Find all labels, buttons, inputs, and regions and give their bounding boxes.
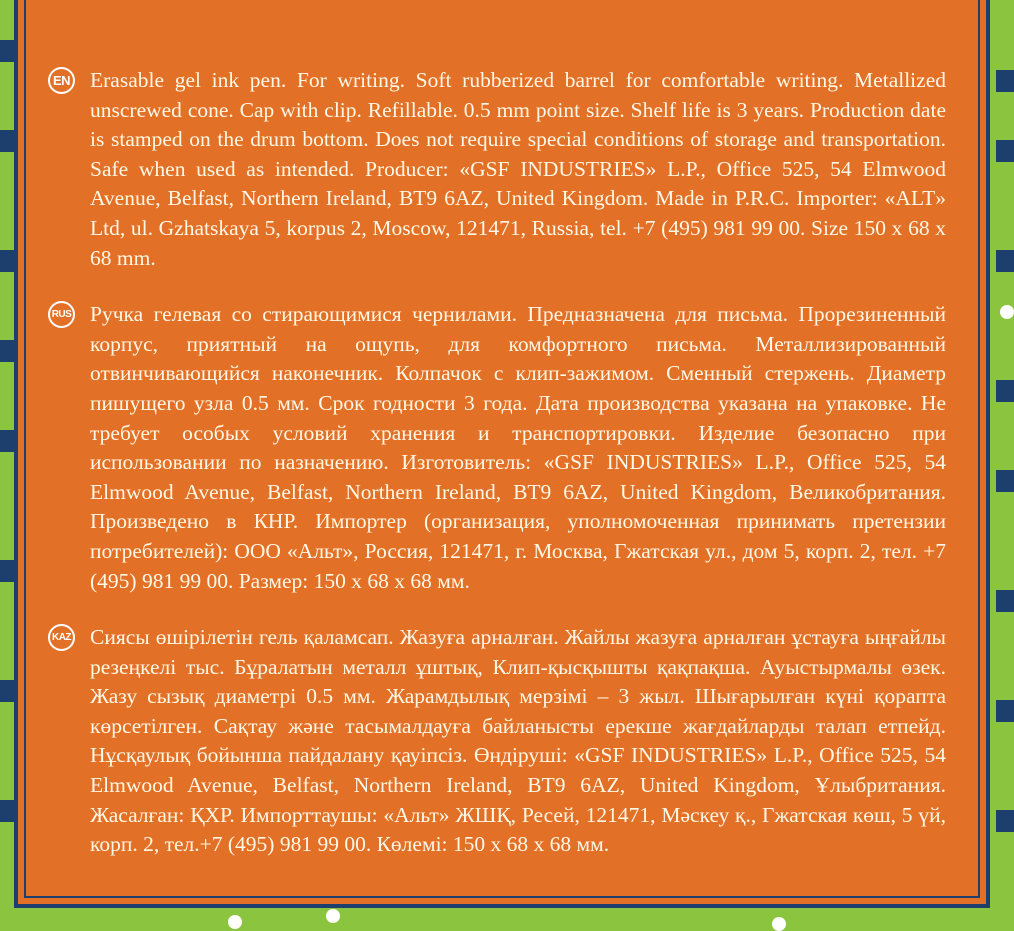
section-text-kaz: Сиясы өшірілетін гель қаламсап. Жазуға арналған. Жайлы жазуға арналған ұстауға ыңғайлы резеңкелі тыс. Бұралатын металл ұштық, Клип-қысқышты қақпақша. Ауыстырмалы өзек. Жазу сызық диаметрі 0.5 мм. Жарамдылық мерзімі – 3 жыл. Шығарылған күні қорапта көрсетілген. Сақтау және тасымалдауға байланысты ерекше жағдайларды талап етпейд. Нұсқаулық бойынша пайдалану қауіпсіз. Өндіруші: «GSF INDUSTRIES» L.P., Office 525, 54 Elmwood Avenue, Belfast, Northern Ireland, BT9 6AZ, United Kingdom, Ұлыбритания. Жасалған: ҚХР. Импорттаушы: «Альт» ЖШҚ, Ресей, 121471, Мәскеу қ., Гжатская көш, 5 үй, корп. 2, тел.+7 (495) 981 99 00. Көлемі: 150 x 68 x 68 мм. bbox=[90, 625, 946, 857]
decor-dash bbox=[996, 590, 1014, 612]
decor-dash bbox=[996, 470, 1014, 492]
decor-dash bbox=[996, 810, 1014, 832]
decor-dash bbox=[996, 140, 1014, 162]
decor-dash bbox=[996, 700, 1014, 722]
language-badge-en: EN bbox=[48, 67, 75, 94]
decor-dot bbox=[1000, 305, 1014, 319]
decor-dot bbox=[326, 909, 340, 923]
section-text-rus: Ручка гелевая со стирающимися чернилами. Предназначена для письма. Прорезиненный корпус, приятный на ощупь, для комфортного письма. Металлизированный отвинчивающийся наконечник. Колпачок с клип-зажимом. Сменный стержень. Диаметр пишущего узла 0.5 мм. Срок годности 3 года. Дата производства указана на упаковке. Не требует особых условий хранения и транспортировки. Изделие безопасно при использовании по назначению. Изготовитель: «GSF INDUSTRIES» L.P., Office 525, 54 Elmwood Avenue, Belfast, Northern Ireland, BT9 6AZ, United Kingdom, Великобритания. Произведено в КНР. Импортер (организация, уполномоченная принимать претензии потребителей): ООО «Альт», Россия, 121471, г. Москва, Гжатская ул., дом 5, корп. 2, тел. +7 (495) 981 99 00. Размер: 150 x 68 x 68 мм. bbox=[90, 302, 946, 593]
label-text-content bbox=[48, 66, 946, 860]
section-en bbox=[48, 66, 946, 273]
decor-dash bbox=[996, 380, 1014, 402]
section-text-en: Erasable gel ink pen. For writing. Soft rubberized barrel for comfortable writing. Metallized unscrewed cone. Cap with clip. Refillable. 0.5 mm point size. Shelf life is 3 years. Production date is stamped on the drum bottom. Does not require special conditions of storage and transportation. Safe when used as intended. Producer: «GSF INDUSTRIES» L.P., Office 525, 54 Elmwood Avenue, Belfast, Northern Ireland, BT9 6AZ, United Kingdom. Made in P.R.C. Importer: «ALT» Ltd, ul. Gzhatskaya 5, korpus 2, Moscow, 121471, Russia, tel. +7 (495) 981 99 00. Size 150 x 68 x 68 mm. bbox=[90, 68, 946, 270]
decor-dot bbox=[772, 917, 786, 931]
decor-dot bbox=[228, 915, 242, 929]
bottom-decor bbox=[0, 905, 1014, 925]
decor-dash bbox=[996, 70, 1014, 92]
decor-dash bbox=[996, 250, 1014, 272]
section-rus bbox=[48, 300, 946, 596]
language-badge-rus: RUS bbox=[48, 301, 75, 328]
language-badge-kaz: KAZ bbox=[48, 624, 75, 651]
right-decor-strip bbox=[988, 0, 1014, 925]
section-kaz bbox=[48, 623, 946, 860]
